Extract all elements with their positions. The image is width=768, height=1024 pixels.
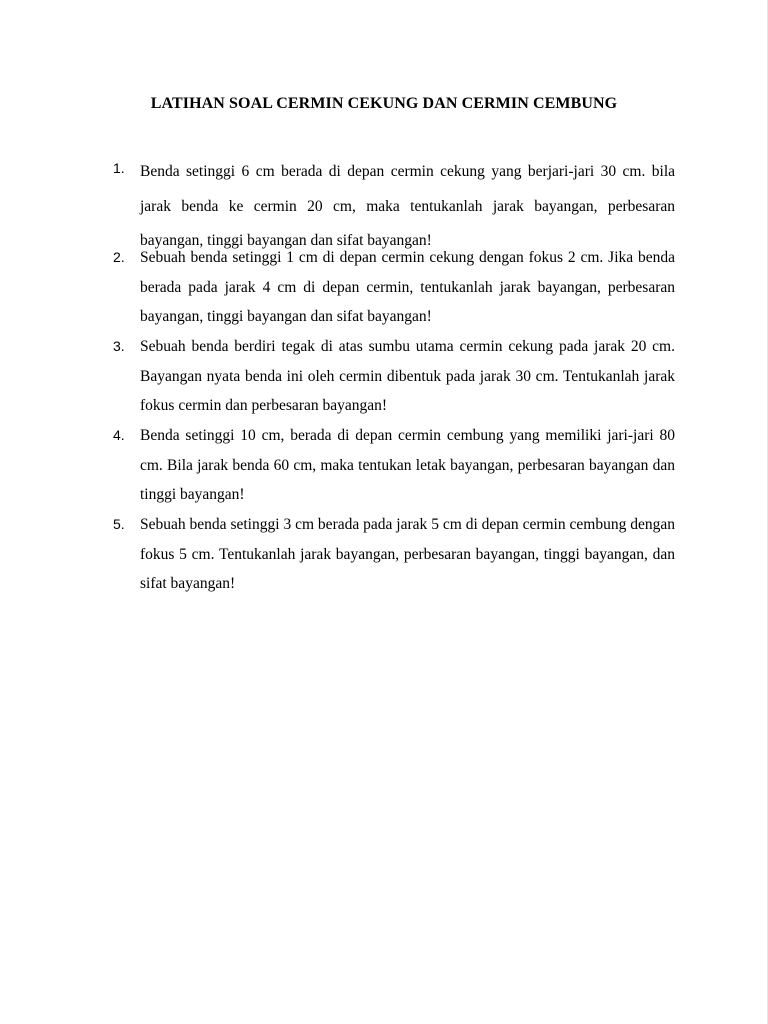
question-number: 5. <box>113 516 125 532</box>
question-text: Benda setinggi 10 cm, berada di depan cermin cembung yang memiliki jari-jari 80 cm. Bila jarak benda 60 cm, maka tentukan letak bayangan, perbesaran bayangan dan tinggi bayangan! <box>140 427 675 503</box>
question-text: Sebuah benda setinggi 1 cm di depan cermin cekung dengan fokus 2 cm. Jika benda berada pada jarak 4 cm di depan cermin, tentukanlah jarak bayangan, perbesaran bayangan, tinggi bayangan dan sifat bayangan! <box>140 249 675 325</box>
question-number: 2. <box>113 249 125 265</box>
question-number: 1. <box>113 160 125 176</box>
question-text: Sebuah benda setinggi 3 cm berada pada jarak 5 cm di depan cermin cembung dengan fokus 5 cm. Tentukanlah jarak bayangan, perbesaran bayangan, tinggi bayangan, dan sifat bayangan! <box>140 516 675 592</box>
question-text: Sebuah benda berdiri tegak di atas sumbu utama cermin cekung pada jarak 20 cm. Bayangan nyata benda ini oleh cermin dibentuk pada jarak 30 cm. Tentukanlah jarak fokus cermin dan perbesaran bayangan! <box>140 338 675 414</box>
question-number: 4. <box>113 427 125 443</box>
question-number: 3. <box>113 338 125 354</box>
document-title: LATIHAN SOAL CERMIN CEKUNG DAN CERMIN CEMBUNG <box>150 95 618 112</box>
question-text: Benda setinggi 6 cm berada di depan cermin cekung yang berjari-jari 30 cm. bila jarak benda ke cermin 20 cm, maka tentukanlah jarak bayangan, perbesaran bayangan, tinggi bayangan dan sifat bayangan! <box>140 163 675 249</box>
